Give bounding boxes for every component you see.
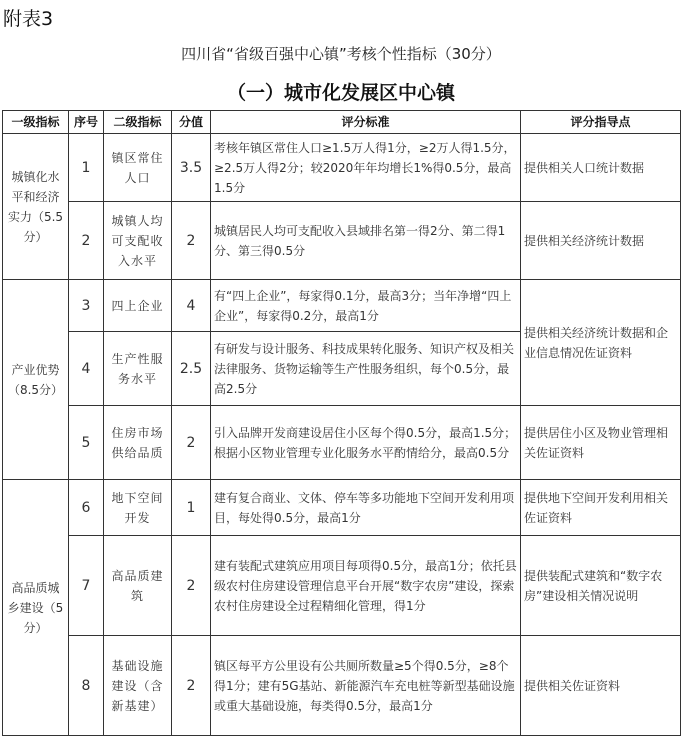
row-seq: 5 xyxy=(69,406,104,480)
table-header-row xyxy=(3,111,681,134)
table-row xyxy=(3,536,681,636)
row-criteria: 建有装配式建筑应用项目每项得0.5分，最高1分；依托县级农村住房建设管理信息平台开展“数字农房”建设，探索农村住房建设全过程精细化管理，得1分 xyxy=(211,536,521,636)
row-seq: 7 xyxy=(69,536,104,636)
row-guidance: 提供相关人口统计数据 xyxy=(521,134,681,202)
attachment-label: 附表3 xyxy=(3,8,54,30)
header-score: 分值 xyxy=(172,111,211,134)
row-name: 基础设施建设（含新基建） xyxy=(104,636,172,736)
row-criteria: 有研发与设计服务、科技成果转化服务、知识产权及相关法律服务、货物运输等生产性服务组织，每个0.5分，最高2.5分 xyxy=(211,332,521,406)
table-row xyxy=(3,280,681,332)
row-score: 2 xyxy=(172,406,211,480)
row-criteria: 有“四上企业”，每家得0.1分，最高3分；当年净增“四上企业”，每家得0.2分，最高1分 xyxy=(211,280,521,332)
row-guidance: 提供居住小区及物业管理相关佐证资料 xyxy=(521,406,681,480)
group-label: 高品质城乡建设（5分） xyxy=(3,480,69,736)
row-criteria: 城镇居民人均可支配收入县域排名第一得2分、第二得1分、第三得0.5分 xyxy=(211,202,521,280)
table-row xyxy=(3,636,681,736)
group-label: 城镇化水平和经济实力（5.5分） xyxy=(3,134,69,280)
row-seq: 3 xyxy=(69,280,104,332)
table-row xyxy=(3,134,681,202)
header-seq: 序号 xyxy=(69,111,104,134)
row-seq: 4 xyxy=(69,332,104,406)
row-name: 住房市场供给品质 xyxy=(104,406,172,480)
row-score: 2.5 xyxy=(172,332,211,406)
row-name: 城镇人均可支配收入水平 xyxy=(104,202,172,280)
table-row xyxy=(3,480,681,536)
row-criteria: 考核年镇区常住人口≥1.5万人得1分，≥2万人得1.5分，≥2.5万人得2分；较2020年年均增长1%得0.5分，最高1.5分 xyxy=(211,134,521,202)
row-score: 2 xyxy=(172,202,211,280)
row-score: 2 xyxy=(172,536,211,636)
row-guidance: 提供相关佐证资料 xyxy=(521,636,681,736)
row-seq: 1 xyxy=(69,134,104,202)
row-score: 1 xyxy=(172,480,211,536)
row-seq: 6 xyxy=(69,480,104,536)
row-seq: 2 xyxy=(69,202,104,280)
row-guidance: 提供装配式建筑和“数字农房”建设相关情况说明 xyxy=(521,536,681,636)
row-criteria: 镇区每平方公里设有公共厕所数量≥5个得0.5分，≥8个得1分；建有5G基站、新能源汽车充电桩等新型基础设施或重大基础设施，每类得0.5分，最高1分 xyxy=(211,636,521,736)
section-title: （一）城市化发展区中心镇 xyxy=(226,82,455,104)
row-guidance: 提供地下空间开发利用相关佐证资料 xyxy=(521,480,681,536)
table-row xyxy=(3,406,681,480)
header-guidance: 评分指导点 xyxy=(521,111,681,134)
document-subtitle: 四川省“省级百强中心镇”考核个性指标（30分） xyxy=(181,45,501,63)
row-score: 2 xyxy=(172,636,211,736)
row-score: 4 xyxy=(172,280,211,332)
header-level1: 一级指标 xyxy=(3,111,69,134)
header-criteria: 评分标准 xyxy=(211,111,521,134)
row-guidance: 提供相关经济统计数据和企业信息情况佐证资料 xyxy=(521,280,681,406)
row-score: 3.5 xyxy=(172,134,211,202)
row-name: 生产性服务水平 xyxy=(104,332,172,406)
row-name: 高品质建筑 xyxy=(104,536,172,636)
table-row xyxy=(3,202,681,280)
row-name: 镇区常住人口 xyxy=(104,134,172,202)
row-guidance: 提供相关经济统计数据 xyxy=(521,202,681,280)
row-name: 四上企业 xyxy=(104,280,172,332)
row-criteria: 建有复合商业、文体、停车等多功能地下空间开发利用项目，每处得0.5分，最高1分 xyxy=(211,480,521,536)
row-name: 地下空间开发 xyxy=(104,480,172,536)
header-level2: 二级指标 xyxy=(104,111,172,134)
assessment-table xyxy=(2,110,681,736)
group-label: 产业优势（8.5分） xyxy=(3,280,69,480)
row-seq: 8 xyxy=(69,636,104,736)
row-criteria: 引入品牌开发商建设居住小区每个得0.5分，最高1.5分；根据小区物业管理专业化服务水平酌情给分，最高0.5分 xyxy=(211,406,521,480)
